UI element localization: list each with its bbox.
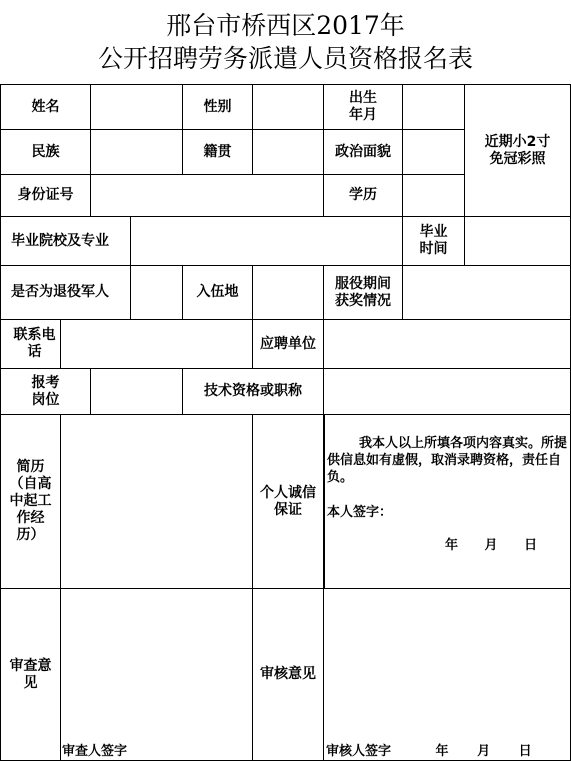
- apply-unit-field[interactable]: [323, 319, 571, 369]
- audit-day: 日: [518, 744, 532, 759]
- name-field[interactable]: [90, 84, 183, 130]
- service-awards-field[interactable]: [402, 265, 571, 320]
- audit-opinion-label: 审核意见: [252, 588, 324, 761]
- review-opinion-label: 审查意见: [0, 588, 61, 761]
- id-number-label: 身份证号: [0, 174, 91, 217]
- audit-month: 月: [477, 744, 491, 759]
- auditor-signature-label: 审核人签字: [326, 744, 392, 759]
- resume-label: 简历 （自高 中起工 作经 历）: [0, 414, 61, 589]
- pledge-date: [445, 537, 559, 554]
- ethnicity-label: 民族: [0, 129, 91, 175]
- audit-year: 年: [435, 744, 449, 759]
- birth-field[interactable]: [402, 84, 465, 130]
- service-awards-label: 服役期间 获奖情况: [323, 265, 403, 320]
- native-place-field[interactable]: [252, 129, 324, 175]
- name-label: 姓名: [0, 84, 91, 130]
- grad-time-label: 毕业 时间: [402, 216, 465, 266]
- pledge-day: 日: [524, 538, 538, 553]
- pledge-signature-label: 本人签字：: [327, 505, 393, 520]
- gender-label: 性别: [182, 84, 253, 130]
- integrity-label: 个人诚信 保证: [252, 414, 324, 589]
- grad-time-field[interactable]: [464, 216, 571, 266]
- school-major-field[interactable]: [130, 216, 403, 266]
- resume-field[interactable]: [60, 414, 253, 589]
- political-status-field[interactable]: [402, 129, 465, 175]
- pledge-month: 月: [484, 538, 498, 553]
- pledge-year: 年: [445, 538, 459, 553]
- pledge-text: 我本人以上所填各项内容真实。所提供信息如有虚假，取消录聘资格，责任自负。: [327, 436, 568, 485]
- id-number-field[interactable]: [90, 174, 324, 217]
- auditor-signature-row: [326, 744, 532, 760]
- veteran-field[interactable]: [130, 265, 183, 320]
- education-label: 学历: [323, 174, 403, 217]
- phone-label: 联系电话: [0, 319, 61, 369]
- birth-label: 出生 年月: [323, 84, 403, 130]
- apply-post-field[interactable]: [90, 368, 183, 415]
- tech-title-field[interactable]: [323, 368, 571, 415]
- enlist-place-label: 入伍地: [182, 265, 253, 320]
- photo-box[interactable]: 近期小2寸 免冠彩照: [464, 84, 571, 217]
- review-opinion-field[interactable]: [60, 588, 253, 761]
- apply-unit-label: 应聘单位: [252, 319, 324, 369]
- gender-field[interactable]: [252, 84, 324, 130]
- enlist-place-field[interactable]: [252, 265, 324, 320]
- political-status-label: 政治面貌: [323, 129, 403, 175]
- reviewer-signature-label: 审查人签字: [62, 744, 128, 759]
- education-field[interactable]: [402, 174, 465, 217]
- apply-post-label: 报考 岗位: [0, 368, 91, 415]
- form-title-line1: 邢台市桥西区2017年: [166, 11, 405, 40]
- phone-field[interactable]: [60, 319, 253, 369]
- form-title-line2: 公开招聘劳务派遣人员资格报名表: [97, 44, 473, 73]
- integrity-pledge: [324, 414, 571, 589]
- ethnicity-field[interactable]: [90, 129, 183, 175]
- audit-opinion-field[interactable]: [323, 588, 571, 761]
- school-major-label: 毕业院校及专业: [0, 216, 131, 266]
- tech-title-label: 技术资格或职称: [182, 368, 324, 415]
- native-place-label: 籍贯: [182, 129, 253, 175]
- veteran-label: 是否为退役军人: [0, 265, 131, 320]
